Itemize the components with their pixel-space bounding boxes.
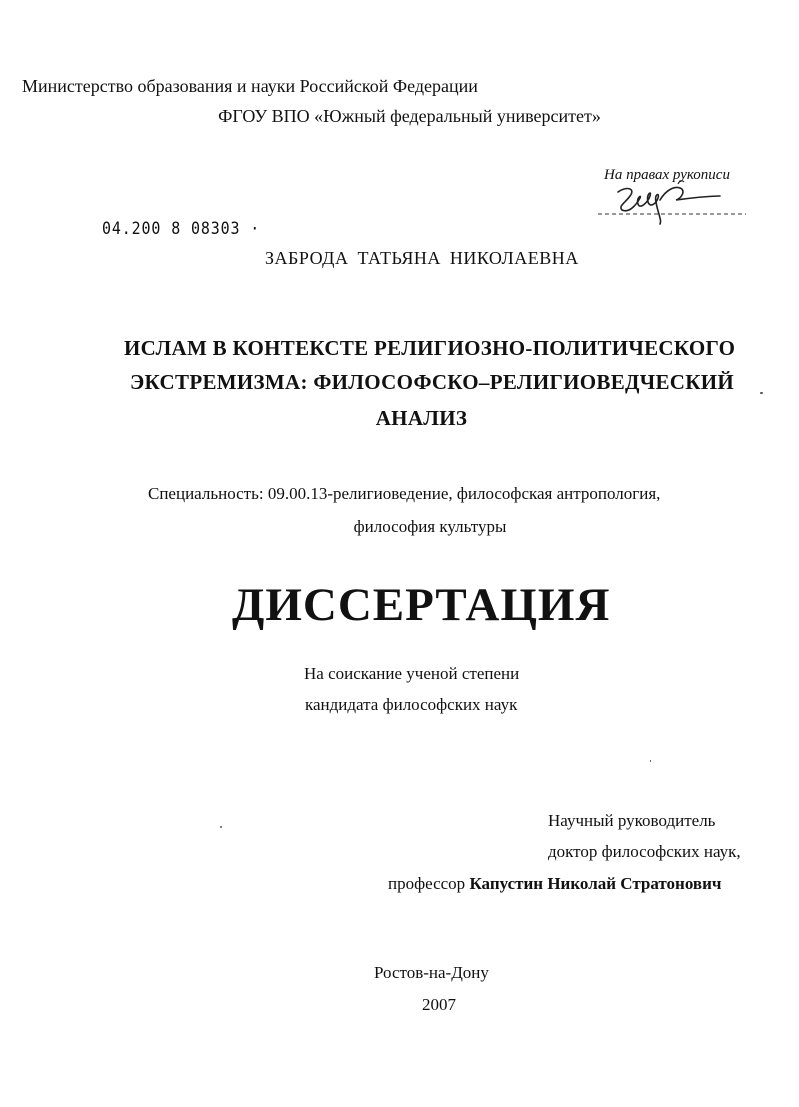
city: Ростов-на-Дону xyxy=(374,963,489,982)
supervisor-rank: профессор xyxy=(388,874,466,893)
title-line-3: АНАЛИЗ xyxy=(375,406,468,430)
manuscript-rights-note: На правах рукописи xyxy=(604,167,730,183)
title-line-1: ИСЛАМ В КОНТЕКСТЕ РЕЛИГИОЗНО-ПОЛИТИЧЕСКОГО xyxy=(124,336,736,360)
supervisor-role: Научный руководитель xyxy=(548,811,716,830)
archive-stamp xyxy=(102,219,260,239)
scan-speck xyxy=(760,392,763,394)
degree-line-2: кандидата философских наук xyxy=(305,695,518,714)
supervisor-name: Капустин Николай Стратонович xyxy=(469,874,722,893)
ministry-name: Министерство образования и науки Российской Федерации xyxy=(22,76,478,96)
year: 2007 xyxy=(422,995,456,1014)
supervisor-degree: доктор философских наук, xyxy=(548,842,741,861)
supervisor-rank-and-name xyxy=(388,874,721,894)
title-line-2: ЭКСТРЕМИЗМА: ФИЛОСОФСКО–РЕЛИГИОВЕДЧЕСКИЙ xyxy=(130,370,735,394)
document-type: ДИССЕРТАЦИЯ xyxy=(232,579,611,631)
degree-line-1: На соискание ученой степени xyxy=(304,664,520,683)
specialty-line-1: Специальность: 09.00.13-религиоведение, философская антропология, xyxy=(148,484,661,503)
specialty-line-2: философия культуры xyxy=(353,517,507,536)
author-name: ЗАБРОДА ТАТЬЯНА НИКОЛАЕВНА xyxy=(265,248,579,268)
university-name: ФГОУ ВПО «Южный федеральный университет» xyxy=(218,106,601,126)
handwritten-signature xyxy=(596,180,746,226)
scan-speck xyxy=(650,760,651,762)
stamp-mark: · xyxy=(240,219,261,239)
archive-stamp-number: 04.200 8 08303 xyxy=(102,219,241,239)
scan-speck xyxy=(220,826,222,828)
